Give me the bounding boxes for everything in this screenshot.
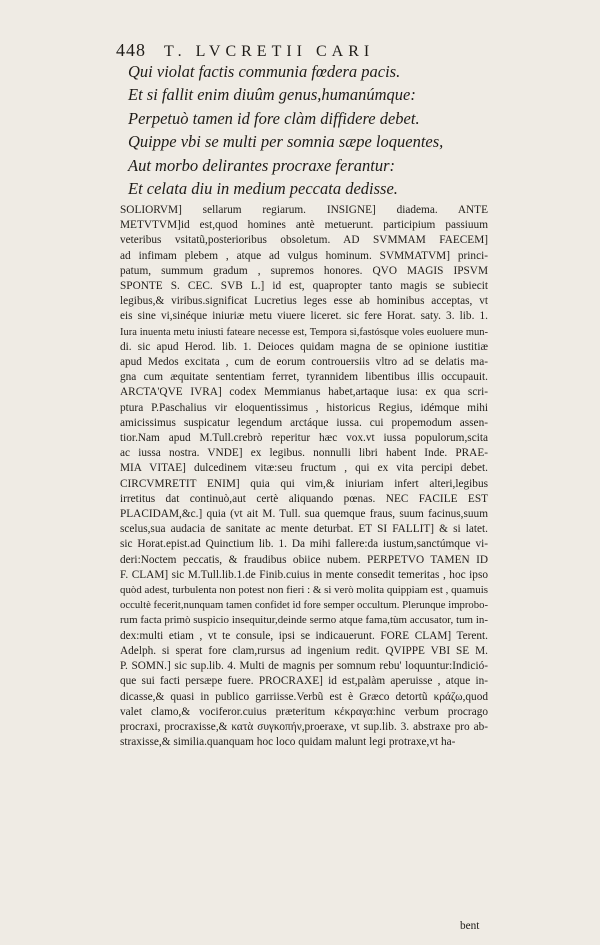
commentary-line: deri:Noctem peccatis, & fraudibus obiice nubem. PERPETVO TAMEN ID <box>120 553 488 566</box>
commentary-line: ARCTA'QVE IVRA] codex Memmianus habet,artaque iusa: ex qua scri- <box>120 386 488 399</box>
commentary-line: sic Horat.epist.ad Quinctium lib. 1. Da mihi fallere:da iustum,sanctúmque vi- <box>120 538 488 551</box>
commentary-line: SPONTE S. CEC. SVB L.] id est, quapropter tanto magis se subiecit <box>120 280 488 293</box>
commentary-line: Adelph. si sperat fore clam,rursus ad ingenium redit. QVIPPE VBI SE M. <box>120 644 488 657</box>
commentary-line: PLACIDAM,&c.] quia (vt ait M. Tull. sua quemque fraus, suum facinus,suum <box>120 508 488 521</box>
commentary-line: occultè fecerit,nunquam tamen confidet id fore semper occultum. Plerunque improbo- <box>120 599 488 612</box>
commentary-block <box>120 203 488 750</box>
verse-line: Perpetuò tamen id fore clàm diffidere debet. <box>128 108 420 128</box>
commentary-line: F. CLAM] sic M.Tull.lib.1.de Finib.cuius in mente consedit temeritas , hoc ipso <box>120 568 488 581</box>
commentary-line: P. SOMN.] sic sup.lib. 4. Multi de magnis per somnum rebu' loquuntur:Indició- <box>120 660 488 673</box>
commentary-line: amicissimus suspicatur legendum arctáque iussa. cui propemodum assen- <box>120 416 488 429</box>
verse-line: Et celata diu in medium peccata dedisse. <box>128 179 398 199</box>
commentary-line: dicasse,& quasi in publico garriisse.Verbũ est è Græco detortũ κράζω,quod <box>120 690 488 703</box>
verse-block <box>128 60 478 200</box>
commentary-line: eis sine vi,sinéque iniuriæ metu viuere liceret. sic fere Horat. saty. 3. lib. 1. <box>120 310 488 323</box>
commentary-line: METVTVM]id est,quod homines antè metuerunt. participium passiuum <box>120 219 488 232</box>
commentary-line: veteribus vsitatũ,posterioribus obsoletum. AD SVMMAM FAECEM] <box>120 234 488 247</box>
catchword: bent <box>460 920 480 932</box>
page-number: 448 <box>116 40 146 60</box>
commentary-line: Iura inuenta metu iniusti fateare necesse est, Tempora si,fastósque voles euoluere mun- <box>120 326 488 338</box>
running-title: T. LVCRETII CARI <box>164 43 375 60</box>
verse-line: Quippe vbi se multi per somnia sæpe loquentes, <box>128 132 444 152</box>
verse-line: Et si fallit enim diuûm genus,humanúmque: <box>128 85 416 105</box>
commentary-line: legibus,& viribus.significat Lucretius leges esse ab hominibus acceptas, vt <box>120 295 488 308</box>
commentary-line: scelus,sua audacia de sanitate ac mente deturbat. ET SI FALLIT] & si latet. <box>120 523 488 536</box>
commentary-line: patum, summum gradum , supremos honores. QVO MAGIS IPSVM <box>120 264 488 277</box>
commentary-line: quòd adest, turbulenta non potest non fieri : & si verò molita quippiam est , quamuis <box>120 584 488 597</box>
verse-line: Qui violat factis communia fœdera pacis. <box>128 62 401 81</box>
commentary-line: SOLIORVM] sellarum regiarum. INSIGNE] diadema. ANTE <box>120 204 488 216</box>
commentary-line: di. sic apud Herod. lib. 1. Deioces quidam magna de se opinione iustitiæ <box>120 340 488 353</box>
commentary-line: dex:multi etiam , vt te consule, ipsi se indicauerunt. FORE CLAM] Terent. <box>120 629 488 642</box>
commentary-line: rum facta primò suspicio insequitur,deinde sermo atque fama,tùm accusator, tum in- <box>120 614 488 627</box>
commentary-line: straxisse,& similia.quanquam hoc loco quidam malunt legi protraxe,vt ha- <box>120 736 456 749</box>
commentary-line: apud Medos excitata , cum de eorum controuersiis vltro ad se delatis ma- <box>120 356 488 369</box>
commentary-line: tior.Nam apud M.Tull.crebrò reperitur hæc vox.vt iussa populorum,scita <box>120 432 488 445</box>
commentary-line: irretitus dat continuò,aut certè aliquando pœnas. NEC FACILE EST <box>120 492 488 505</box>
commentary-line: MIA VITAE] dulcedinem vitæ:seu fructum , qui ex vita percipi debet. <box>120 462 488 475</box>
commentary-line: CIRCVMRETIT ENIM] quia qui vim,& iniuriam infert alteri,legibus <box>120 477 488 490</box>
commentary-line: ac iussa nostra. VNDE] ex legibus. nonnulli libri habent Inde. PRAE- <box>120 447 488 460</box>
commentary-line: ad infimam plebem , atque ad vulgus hominum. SVMMATVM] princi- <box>120 249 488 262</box>
page-header <box>116 40 486 61</box>
commentary-line: gna cum æquitate sententiam ferret, tyrannidem libentibus illis occupauit. <box>120 371 488 384</box>
verse-line: Aut morbo delirantes procraxe ferantur: <box>128 155 396 175</box>
commentary-line: procraxi, procraxisse,& κατὰ συγκοπήν,proeraxe, vt sup.lib. 3. abstraxe pro ab- <box>120 720 488 733</box>
commentary-line: valet clamo,& vociferor.cuius præteritum κέκραγα:hinc verbum procrago <box>120 705 488 718</box>
commentary-line: que sui facti persæpe fuere. PROCRAXE] id est,palàm aperuisse , atque in- <box>120 675 488 688</box>
commentary-line: ptura P.Paschalius vir eloquentissimus , historicus Regius, idémque mihi <box>120 401 488 414</box>
